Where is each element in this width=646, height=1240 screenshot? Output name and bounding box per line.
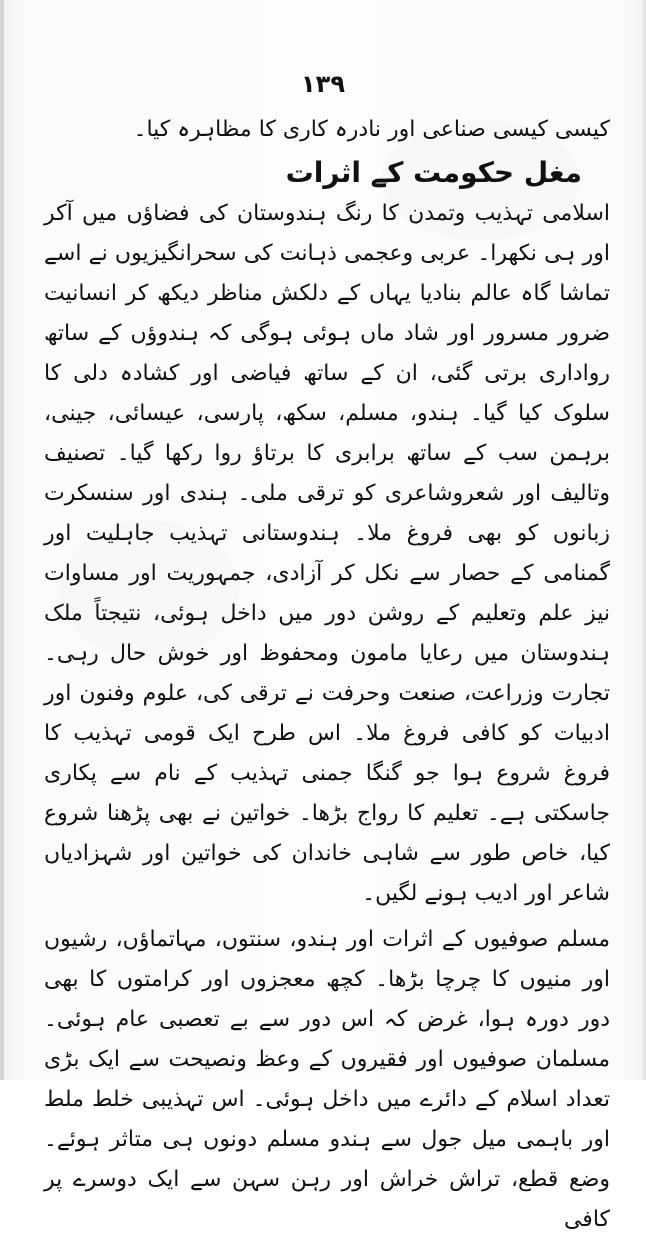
page-edge-left [0,0,4,1080]
page-content [44,110,610,1240]
intro-line: کیسی کیسی صناعی اور نادرہ کاری کا مظاہرہ کیا۔ [133,117,610,142]
section-heading: مغل حکومت کے اثرات [285,156,582,189]
paragraph-1: اسلامی تہذیب وتمدن کا رنگ ہندوستان کی فضاؤں میں آکر اور ہی نکھرا۔ عربی وعجمی ذہانت کی سحرانگیزیوں نے اسے تماشا گاہ عالم بنادیا یہاں کے دلکش مناظر دیکھ کر انسانیت ضرور مسرور اور شاد ماں ہوئی ہوگی کہ ہندوؤں کے ساتھ رواداری برتی گئی، ان کے ساتھ فیاضی اور کشادہ دلی کا سلوک کیا گیا۔ ہندو، مسلم، سکھ، پارسی، عیسائی، جینی، برہمن سب کے ساتھ برابری کا برتاؤ روا رکھا گیا۔ تصنیف وتالیف اور شعروشاعری کو ترقی ملی۔ ہندی اور سنسکرت زبانوں کو بھی فروغ ملا۔ ہندوستانی تہذیب جاہلیت اور گمنامی کے حصار سے نکل کر آزادی، جمہوریت اور مساوات نیز علم وتعلیم کے روشن دور میں داخل ہوئی، نتیجتاً ملک ہندوستان میں رعایا مامون ومحفوظ اور خوش حال رہی۔ تجارت وزراعت، صنعت وحرفت نے ترقی کی، علوم وفنون اور ادبیات کو کافی فروغ ملا۔ اس طرح ایک قومی تہذیب کا فروغ شروع ہوا جو گنگا جمنی تہذیب کے نام سے پکاری جاسکتی ہے۔ تعلیم کا رواج بڑھا۔ خواتین نے بھی پڑھنا شروع کیا، خاص طور سے شاہی خاندان کی خواتین اور شہزادیاں شاعر اور ادیب ہونے لگیں۔ [44,201,610,906]
paragraph-2: مسلم صوفیوں کے اثرات اور ہندو، سنتوں، مہاتماؤں، رشیوں اور منیوں کا چرچا بڑھا۔ کچھ معجزوں اور کرامتوں کا بھی دور دورہ ہوا، غرض کہ اس دور سے بے تعصبی عام ہوئی۔ مسلمان صوفیوں اور فقیروں کے وعظ ونصیحت سے ایک بڑی تعداد اسلام کے دائرے میں داخل ہوئی۔ اس تہذیبی خلط ملط اور باہمی میل جول سے ہندو مسلم دونوں ہی متاثر ہوئے۔ وضع قطع، تراش خراش اور رہن سہن سے ایک دوسرے پر کافی [44,927,610,1232]
page-number: ١٣٩ [301,70,345,98]
